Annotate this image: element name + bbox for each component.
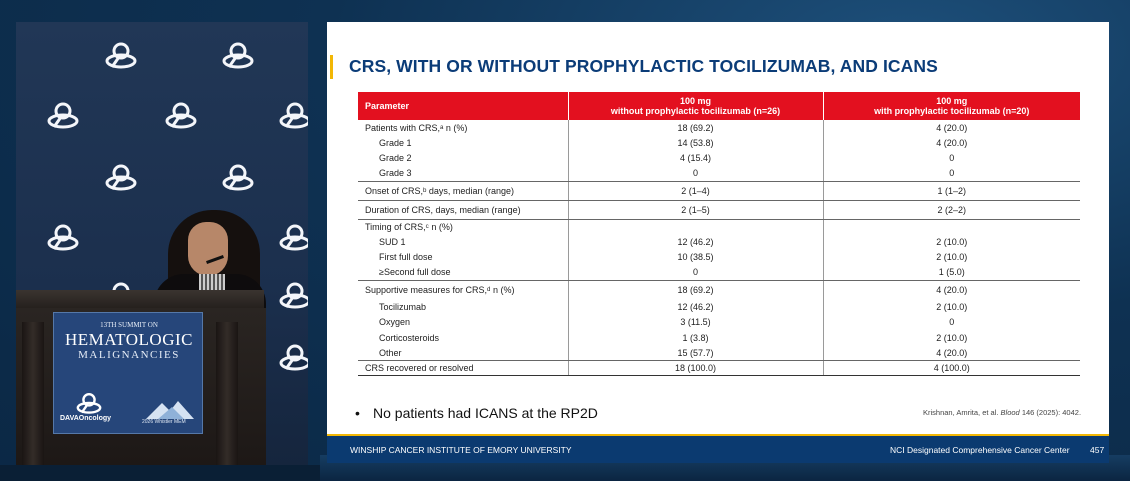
header-without-desc: without prophylactic tocilizumab (n=26) <box>610 106 781 116</box>
without-cell: 12 (46.2) <box>568 234 823 249</box>
param-cell: ≥Second full dose <box>358 265 568 280</box>
mountain-logo-icon <box>146 399 194 419</box>
backdrop-logo-icon <box>278 342 308 372</box>
backdrop-logo-icon <box>278 100 308 130</box>
with-cell <box>823 219 1080 234</box>
without-cell: 14 (53.8) <box>568 135 823 150</box>
param-cell: Grade 1 <box>358 135 568 150</box>
table-row <box>358 120 1080 135</box>
backdrop-logo-icon <box>104 40 138 70</box>
citation-details: 146 (2025): 4042. <box>1019 408 1082 417</box>
without-cell: 0 <box>568 166 823 181</box>
table-row <box>358 135 1080 150</box>
param-cell: Tocilizumab <box>358 299 568 314</box>
with-cell: 0 <box>823 166 1080 181</box>
without-cell: 12 (46.2) <box>568 299 823 314</box>
backdrop-logo-icon <box>278 280 308 310</box>
with-cell: 1 (1–2) <box>823 181 1080 200</box>
dava-logo-icon <box>74 391 104 415</box>
param-cell: Grade 3 <box>358 166 568 181</box>
podium-sign <box>53 312 203 434</box>
param-cell: Supportive measures for CRS,ᵈ n (%) <box>358 280 568 299</box>
param-cell: Onset of CRS,ᵇ days, median (range) <box>358 181 568 200</box>
title-accent-bar <box>330 55 333 79</box>
backdrop-logo-icon <box>221 162 255 192</box>
with-cell: 1 (5.0) <box>823 265 1080 280</box>
backdrop-logo-icon <box>164 100 198 130</box>
table-row <box>358 181 1080 200</box>
speaker-video <box>16 22 308 465</box>
header-with-dose: 100 mg <box>936 96 968 106</box>
sign-summit-line: 13TH SUMMIT ON <box>100 321 158 329</box>
with-cell: 4 (100.0) <box>823 361 1080 376</box>
param-cell: First full dose <box>358 250 568 265</box>
with-cell: 2 (10.0) <box>936 237 968 248</box>
table-row <box>358 151 1080 166</box>
table-row <box>358 265 1080 280</box>
param-cell: SUD 1 <box>358 234 568 249</box>
with-cell: 2 (2–2) <box>823 200 1080 219</box>
with-cell: 2 (10.0) <box>936 332 968 343</box>
speaker-face <box>188 222 228 276</box>
header-without-tocilizumab <box>568 92 823 120</box>
footer-institution: WINSHIP CANCER INSTITUTE OF EMORY UNIVERSITY <box>350 445 572 455</box>
with-cell: 2 (10.0) <box>936 302 968 313</box>
citation <box>923 408 1081 417</box>
with-cell: 4 (20.0) <box>823 345 1080 360</box>
table-row <box>358 250 1080 265</box>
backdrop-logo-icon <box>278 222 308 252</box>
presentation-slide <box>327 22 1109 463</box>
without-cell: 3 (11.5) <box>568 315 823 330</box>
param-cell: Patients with CRS,ᵃ n (%) <box>358 120 568 135</box>
slide-footer <box>327 436 1109 463</box>
sign-hematologic: HEMATOLOGIC <box>65 330 193 349</box>
table-row <box>358 345 1080 360</box>
header-without-dose: 100 mg <box>679 96 712 106</box>
with-cell: 4 (20.0) <box>936 122 968 133</box>
table-row <box>358 361 1080 376</box>
citation-authors: Krishnan, Amrita, et al. <box>923 408 1001 417</box>
table-row <box>358 234 1080 249</box>
table-row <box>358 280 1080 299</box>
header-with-desc: with prophylactic tocilizumab (n=20) <box>874 106 1030 116</box>
without-cell: 18 (100.0) <box>568 361 823 376</box>
without-cell <box>568 219 823 234</box>
stage-floor-left <box>0 465 320 481</box>
sign-dava-label: DAVAOncology <box>60 415 112 422</box>
with-cell: 0 <box>949 317 955 328</box>
backdrop-logo-icon <box>104 162 138 192</box>
backdrop-logo-icon <box>221 40 255 70</box>
param-cell: Duration of CRS, days, median (range) <box>358 200 568 219</box>
without-cell: 1 (3.8) <box>568 330 823 345</box>
param-cell: CRS recovered or resolved <box>358 361 568 376</box>
table-row <box>358 200 1080 219</box>
footer-page-number: 457 <box>1090 445 1105 455</box>
table-row <box>358 219 1080 234</box>
without-cell: 0 <box>568 265 823 280</box>
without-cell: 18 (69.2) <box>568 280 823 299</box>
with-cell: 0 <box>949 153 955 164</box>
without-cell: 2 (1–5) <box>568 200 823 219</box>
without-cell: 18 (69.2) <box>568 120 823 135</box>
param-cell: Grade 2 <box>358 151 568 166</box>
slide-title: CRS, WITH OR WITHOUT PROPHYLACTIC TOCILIZUMAB, AND ICANS <box>349 56 938 76</box>
with-cell: 2 (10.0) <box>936 252 968 263</box>
header-parameter: Parameter <box>358 92 568 120</box>
without-cell: 10 (38.5) <box>568 250 823 265</box>
backdrop-logo-icon <box>46 222 80 252</box>
table-row <box>358 330 1080 345</box>
param-cell: Other <box>358 345 568 360</box>
podium-column <box>216 322 238 465</box>
backdrop-logo-icon <box>46 100 80 130</box>
with-cell: 4 (20.0) <box>936 137 968 148</box>
crs-table <box>358 92 1080 376</box>
without-cell: 4 (15.4) <box>568 151 823 166</box>
without-cell: 15 (57.7) <box>568 345 823 360</box>
podium-column <box>22 322 44 465</box>
with-cell: 4 (20.0) <box>936 285 968 296</box>
bullet-text: No patients had ICANS at the RP2D <box>373 405 598 421</box>
bullet-marker: • <box>355 405 360 421</box>
param-cell: Timing of CRS,ᶜ n (%) <box>358 219 568 234</box>
footer-designation: NCI Designated Comprehensive Cancer Center <box>890 445 1070 455</box>
param-cell: Oxygen <box>358 315 568 330</box>
param-cell: Corticosteroids <box>358 330 568 345</box>
table-row <box>358 166 1080 181</box>
sign-malignancies: MALIGNANCIES <box>78 349 180 361</box>
table-row <box>358 299 1080 314</box>
sign-whistler-label: 2026 Whistler MEM <box>142 419 186 425</box>
table-row <box>358 315 1080 330</box>
without-cell: 2 (1–4) <box>568 181 823 200</box>
header-with-tocilizumab <box>823 92 1080 120</box>
citation-journal: Blood <box>1000 408 1020 417</box>
table-header-row <box>358 92 1080 120</box>
